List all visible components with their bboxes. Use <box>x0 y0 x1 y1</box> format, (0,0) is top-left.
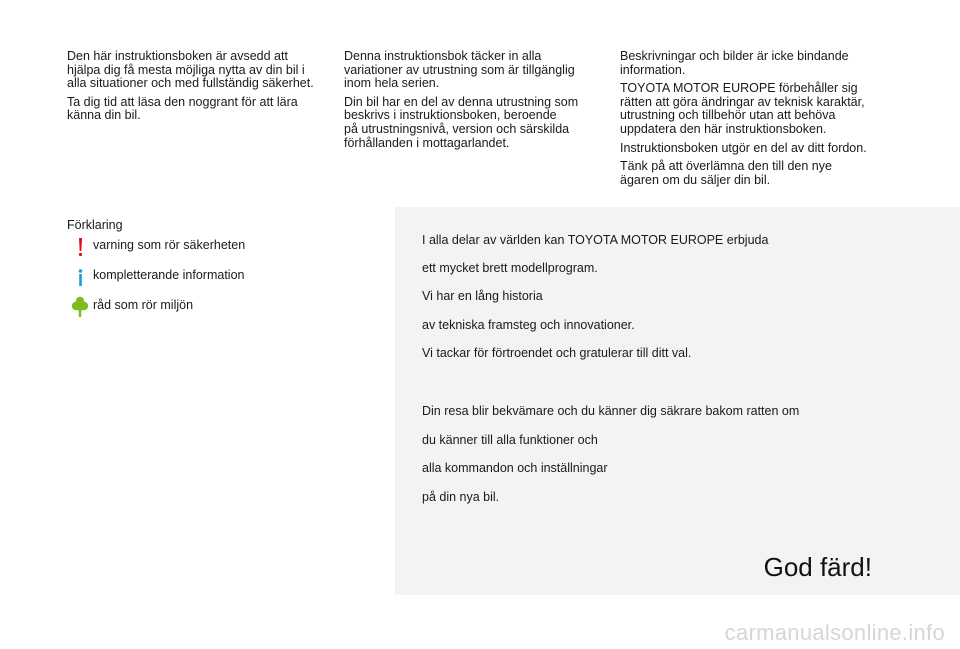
intro-paragraph: Instruktionsboken utgör en del av ditt fordon. <box>620 140 867 155</box>
welcome-line: du känner till alla funktioner och <box>422 433 598 447</box>
intro-column-3 <box>620 50 890 192</box>
environment-tree-icon <box>71 296 89 318</box>
legend-item-environment <box>67 296 367 326</box>
welcome-line: I alla delar av världen kan TOYOTA MOTOR EUROPE erbjuda <box>422 233 769 247</box>
welcome-line: av tekniska framsteg och innovationer. <box>422 318 635 332</box>
intro-column-1 <box>67 50 337 128</box>
welcome-line: ett mycket brett modellprogram. <box>422 261 598 275</box>
welcome-panel <box>395 207 960 595</box>
watermark: carmanualsonline.info <box>724 620 945 645</box>
intro-paragraph: Ta dig tid att läsa den noggrant för att lära känna din bil. <box>67 94 298 123</box>
welcome-line: Vi har en lång historia <box>422 289 543 303</box>
legend-item-label: kompletterande information <box>93 268 245 282</box>
intro-paragraph: Din bil har en del av denna utrustning som beskrivs i instruktionsboken, beroende på utrustningsnivå, version och särskilda förhållanden i mottagarlandet. <box>344 94 579 150</box>
farewell-heading: God färd! <box>763 552 872 582</box>
legend <box>67 218 367 326</box>
legend-item-info <box>67 266 367 296</box>
info-icon <box>71 266 89 288</box>
legend-title: Förklaring <box>67 218 123 232</box>
intro-paragraph: Beskrivningar och bilder är icke bindande information. <box>620 49 849 77</box>
legend-item-warning <box>67 236 367 266</box>
warning-exclamation-icon <box>71 236 89 258</box>
legend-item-label: råd som rör miljön <box>93 298 194 312</box>
welcome-line: på din nya bil. <box>422 490 500 504</box>
legend-item-label: varning som rör säkerheten <box>93 238 246 252</box>
intro-paragraph: Den här instruktionsboken är avsedd att hjälpa dig få mesta möjliga nytta av din bil i alla situationer och med fullständig säkerhet. <box>67 49 314 91</box>
intro-paragraph: Denna instruktionsbok täcker in alla variationer av utrustning som är tillgänglig inom hela serien. <box>344 49 575 91</box>
intro-paragraph: Tänk på att överlämna den till den nye ägaren om du säljer din bil. <box>620 159 832 187</box>
welcome-line: Din resa blir bekvämare och du känner dig säkrare bakom ratten om <box>422 404 800 418</box>
welcome-line: alla kommandon och inställningar <box>422 461 608 475</box>
intro-column-2 <box>344 50 604 155</box>
welcome-line: Vi tackar för förtroendet och gratulerar till ditt val. <box>422 346 692 360</box>
intro-paragraph: TOYOTA MOTOR EUROPE förbehåller sig rätten att göra ändringar av teknisk karaktär, utrustning och tillbehör utan att behöva uppdatera den här instruktionsboken. <box>620 81 865 136</box>
